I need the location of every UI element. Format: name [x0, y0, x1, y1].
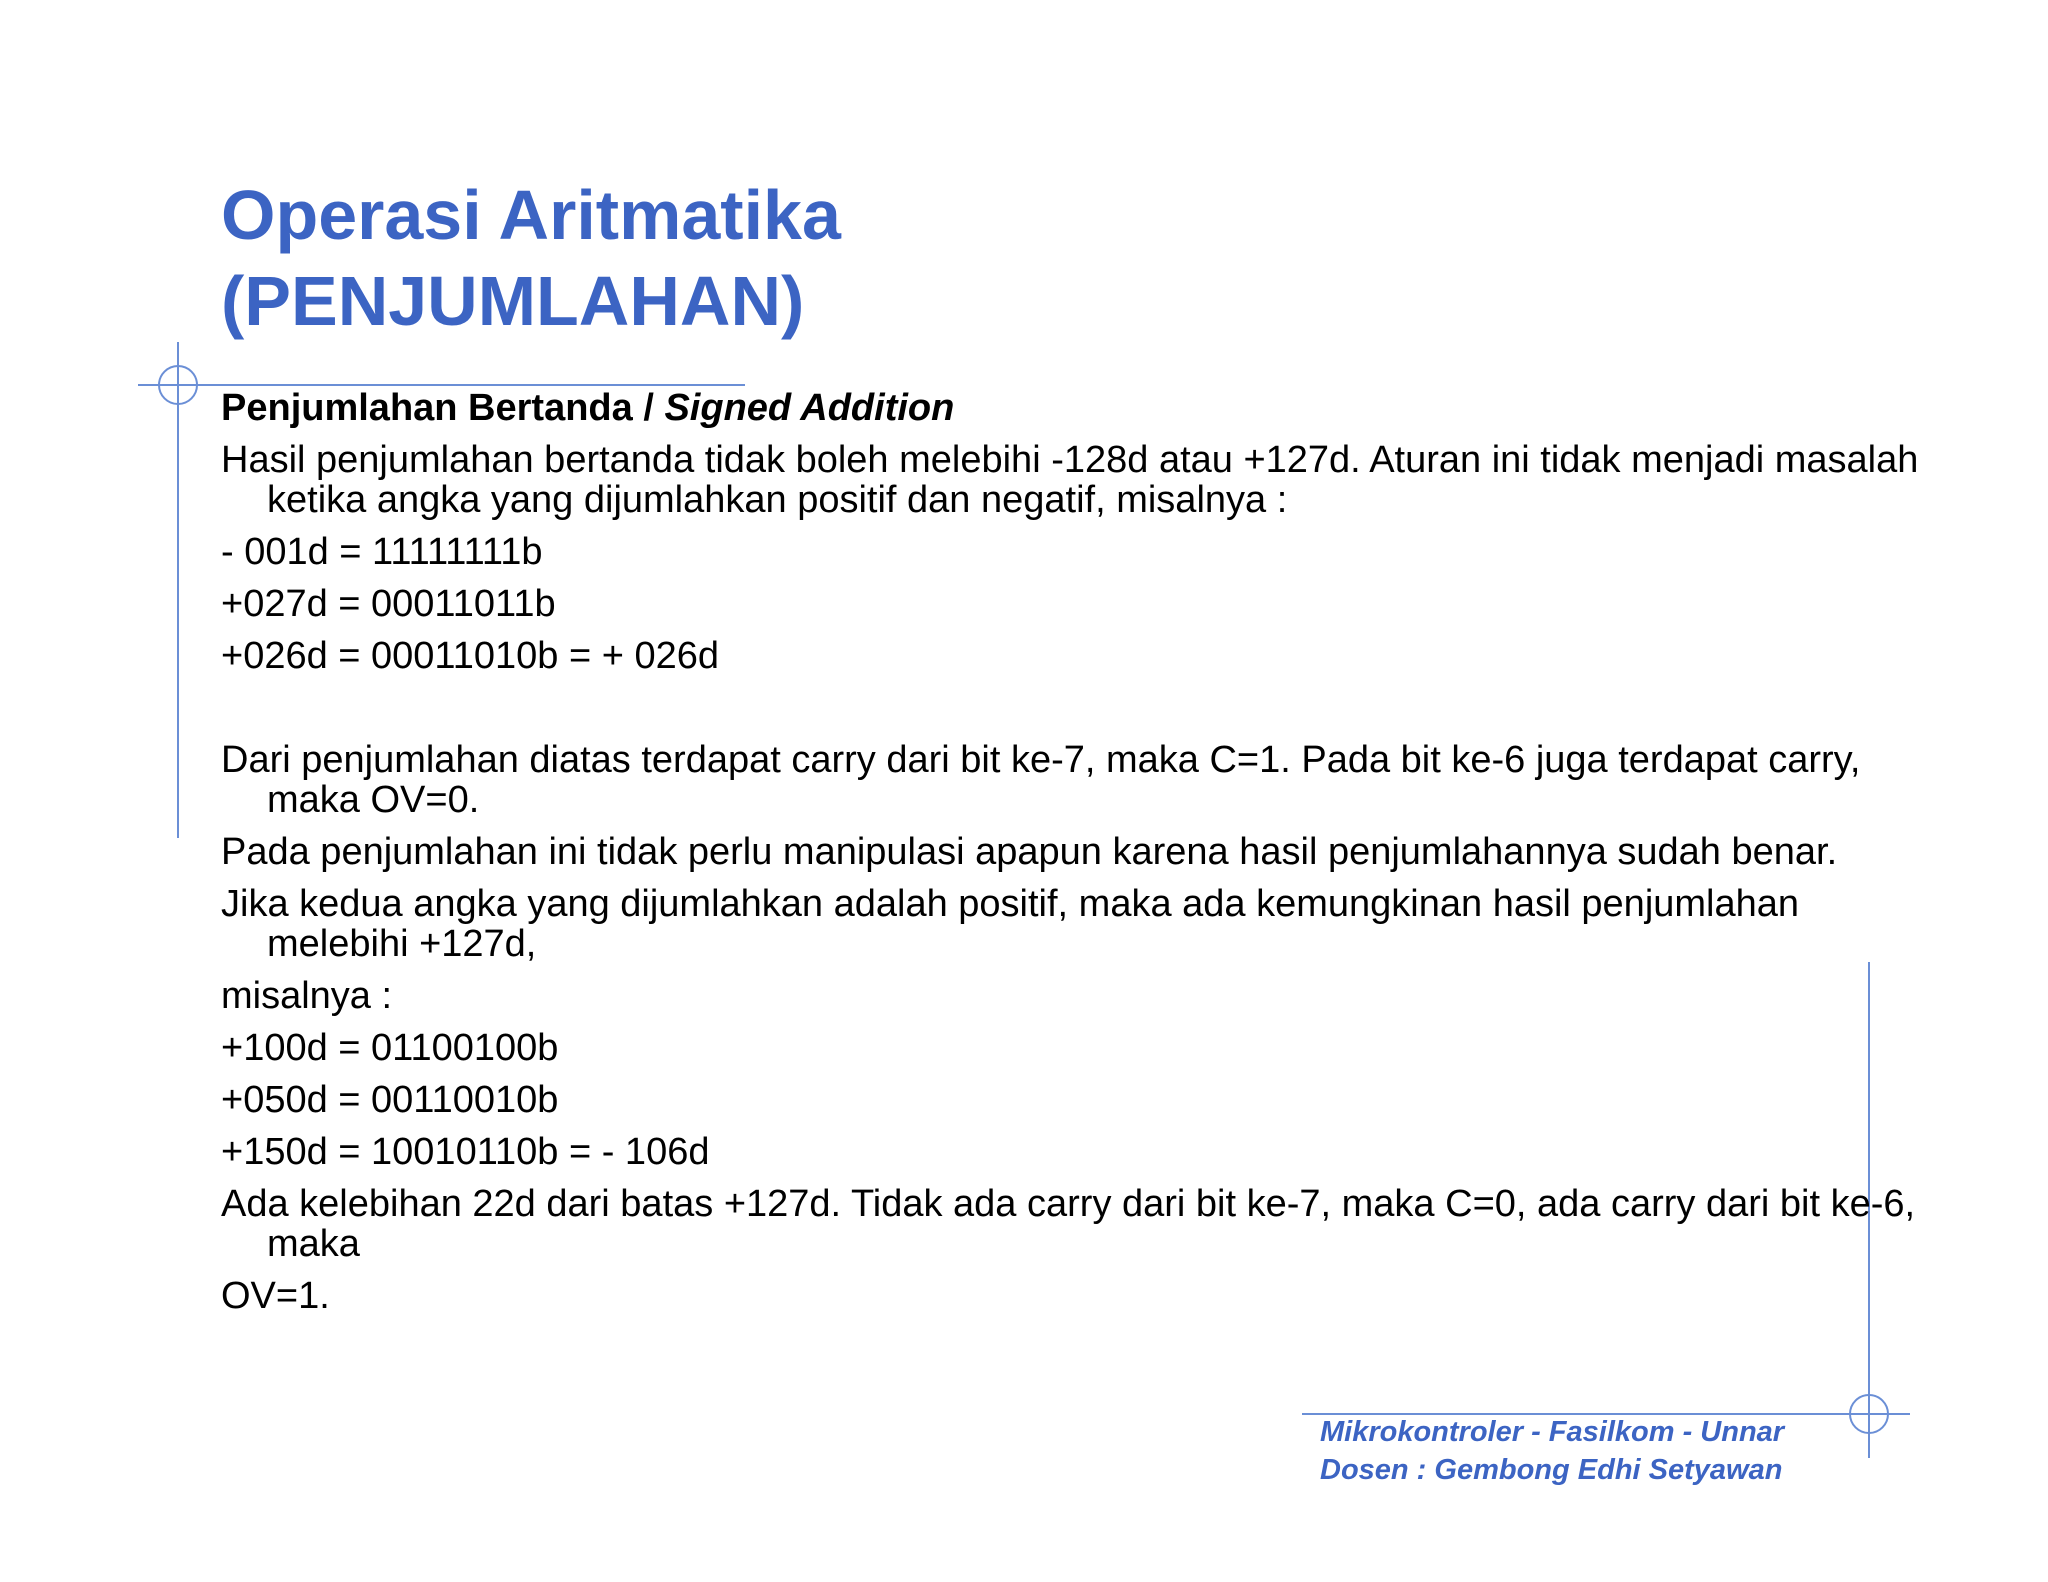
spacer	[221, 688, 1941, 740]
title-line-2: (PENJUMLAHAN)	[221, 262, 805, 340]
slide-body	[221, 388, 1941, 1328]
example2-line-1: +100d = 01100100b	[221, 1027, 559, 1069]
section-subheading	[221, 388, 1941, 428]
paragraph-no-manipulation: Pada penjumlahan ini tidak perlu manipulasi apapun karena hasil penjumlahannya sudah benar.	[221, 831, 1838, 873]
paragraph-overflow: Ada kelebihan 22d dari batas +127d. Tidak ada carry dari bit ke-7, maka C=0, ada carry dari bit ke-6, maka	[221, 1183, 1916, 1265]
subheading-bold: Penjumlahan Bertanda /	[221, 387, 665, 429]
footer-course: Mikrokontroler - Fasilkom - Unnar	[1320, 1416, 1785, 1448]
title-line-1: Operasi Aritmatika	[221, 176, 841, 254]
paragraph-example-intro: misalnya :	[221, 975, 393, 1017]
paragraph-both-positive: Jika kedua angka yang dijumlahkan adalah positif, maka ada kemungkinan hasil penjumlahan melebihi +127d,	[221, 883, 1800, 965]
slide-title	[221, 172, 841, 344]
example1-line-2: +027d = 00011011b	[221, 583, 556, 625]
example1-line-3: +026d = 00011010b = + 026d	[221, 635, 720, 677]
paragraph-ov-result: OV=1.	[221, 1275, 330, 1317]
example2-line-3: +150d = 10010110b = - 106d	[221, 1131, 710, 1173]
paragraph-carry: Dari penjumlahan diatas terdapat carry dari bit ke-7, maka C=1. Pada bit ke-6 juga terdapat carry, maka OV=0.	[221, 739, 1861, 821]
example1-line-1: - 001d = 11111111b	[221, 531, 543, 573]
subheading-italic: Signed Addition	[664, 387, 955, 429]
example2-line-2: +050d = 00110010b	[221, 1079, 559, 1121]
paragraph-rule: Hasil penjumlahan bertanda tidak boleh melebihi -128d atau +127d. Aturan ini tidak menjadi masalah ketika angka yang dijumlahkan positif dan negatif, misalnya :	[221, 439, 1919, 521]
slide-footer	[1320, 1413, 1784, 1489]
footer-lecturer: Dosen : Gembong Edhi Setyawan	[1320, 1454, 1783, 1486]
